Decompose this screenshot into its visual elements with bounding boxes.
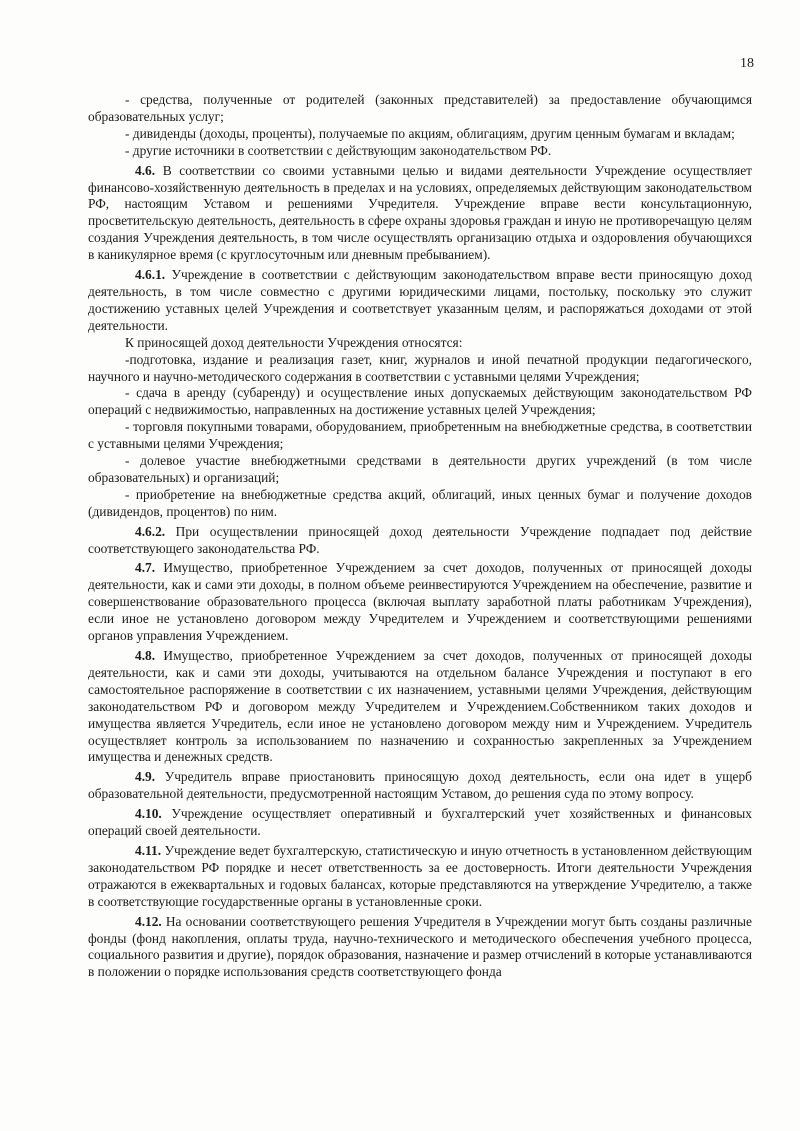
list-item	[88, 126, 752, 143]
paragraph-text: -подготовка, издание и реализация газет, книг, журналов и иной печатной продукции педагогического, научного и научно-методического содержания в соответствии с уставными целями Учреждения;	[88, 351, 752, 384]
section-paragraph	[88, 267, 752, 335]
paragraph-text: - долевое участие внебюджетными средствами в деятельности других учреждений (в том числе образовательных) и организаций;	[88, 453, 752, 485]
paragraph-text: - дивиденды (доходы, проценты), получаемые по акциям, облигациям, другим ценным бумагам и вкладам;	[125, 125, 735, 141]
paragraph-text: Учреждение осуществляет оперативный и бухгалтерский учет хозяйственных и финансовых операций своей деятельности.	[88, 806, 752, 839]
section-paragraph	[88, 769, 752, 803]
list-item	[88, 352, 752, 386]
paragraph-text: Учреждение ведет бухгалтерскую, статистическую и иную отчетность в установленном действующим законодательством РФ порядке и несет ответственность за ее достоверность. Итоги деятельности Учреждения отражаются в ежеквартальных и годовых балансах, которые представляются на утверждение Учредителю, а также в соответствующие государственные органы в установленные сроки.	[88, 842, 752, 909]
section-number: 4.9.	[135, 769, 156, 785]
paragraph-text: - приобретение на внебюджетные средства акций, облигаций, иных ценных бумаг и получение доходов (дивидендов, процентов) по ним.	[88, 486, 752, 519]
paragraph-text: К приносящей доход деятельности Учреждения относятся:	[125, 334, 463, 350]
paragraph-text: Учредитель вправе приостановить приносящую доход деятельность, если она идет в ущерб образовательной деятельности, предусмотренной настоящим Уставом, до решения суда по этому вопросу.	[88, 769, 752, 802]
paragraph-text: Учреждение в соответствии с действующим законодательством вправе вести приносящую доход деятельность, в том числе совместно с другими юридическими лицами, постольку, поскольку это служит достижению уставных целей Учреждения и соответствует указанным целям, и распоряжаться доходами от этой деятельности.	[88, 267, 752, 333]
section-paragraph	[88, 560, 752, 645]
list-item	[88, 335, 752, 352]
list-item	[88, 419, 752, 453]
section-number: 4.6.	[135, 162, 156, 178]
section-paragraph	[88, 648, 752, 766]
section-number: 4.7.	[135, 560, 156, 576]
section-number: 4.12.	[135, 913, 162, 929]
list-item	[88, 385, 752, 419]
page-number: 18	[740, 56, 754, 71]
list-item	[88, 487, 752, 521]
section-paragraph	[88, 163, 752, 264]
paragraph-text: - средства, полученные от родителей (законных представителей) за предоставление обучающимся образовательных услуг;	[88, 92, 752, 124]
paragraph-text: Имущество, приобретенное Учреждением за счет доходов, полученных от приносящей доходы деятельности, как и сами эти доходы, учитываются на отдельном балансе Учреждения и поступают в его самостоятельное распоряжение в соответствии с их назначением, уставными целями Учреждения, действующим законодательством РФ и договором между Учредителем и Учреждением.Собственником таких доходов и имущества является Учредитель, если иное не установлено договором между ним и Учреждением. Учредитель осуществляет контроль за использованием по назначению и сохранностью закрепленных за Учреждением имущества и денежных средств.	[88, 648, 752, 765]
paragraph-text: - торговля покупными товарами, оборудованием, приобретенным на внебюджетные средства, в соответствии с уставными целями Учреждения;	[88, 419, 752, 452]
paragraph-text: - другие источники в соответствии с действующим законодательством РФ.	[125, 142, 552, 158]
list-item	[88, 92, 752, 126]
paragraph-text: Имущество, приобретенное Учреждением за счет доходов, полученных от приносящей доходы деятельности, как и сами эти доходы, в полном объеме реинвестируются Учреждением на обеспечение, развитие и совершенствование образовательного процесса (включая выплату заработной платы работникам Учреждения), если иное не установлено договором между Учредителем и Учреждением и соответствующими решениями органов управления Учреждением.	[88, 560, 752, 644]
paragraph-text: - сдача в аренду (субаренду) и осуществление иных допускаемых действующим законодательством РФ операций с недвижимостью, направленных на достижение уставных целей Учреждения;	[88, 385, 752, 418]
document-body	[88, 92, 752, 981]
section-number: 4.6.2.	[135, 523, 166, 539]
section-number: 4.11.	[135, 842, 162, 858]
list-item	[88, 143, 752, 160]
paragraph-text: В соответствии со своими уставными целью и видами деятельности Учреждение осуществляет финансово-хозяйственную деятельность в пределах и на условиях, определяемых действующим законодательством РФ, настоящим Уставом и решениями Учредителя. Учреждение вправе вести консультационную, просветительскую деятельность, деятельность в сфере охраны здоровья граждан и иную не противоречащую целям создания Учреждения деятельность, в том числе осуществлять организацию отдыха и оздоровления обучающихся в каникулярное время (с круглосуточным или дневным пребыванием).	[88, 162, 752, 263]
section-paragraph	[88, 806, 752, 840]
paragraph-text: При осуществлении приносящей доход деятельности Учреждение подпадает под действие соответствующего законодательства РФ.	[88, 523, 752, 556]
section-paragraph	[88, 914, 752, 982]
section-number: 4.6.1.	[135, 267, 166, 283]
section-number: 4.10.	[135, 806, 162, 822]
section-paragraph	[88, 524, 752, 558]
paragraph-text: На основании соответствующего решения Учредителя в Учреждении могут быть созданы различные фонды (фонд накопления, оплаты труда, научно-технического и методического обеспечения учебного процесса, социального развития и другие), порядок образования, назначение и размер отчислений в которые устанавливаются в положении о порядке использования средств соответствующего фонда	[88, 913, 752, 980]
section-number: 4.8.	[135, 648, 156, 663]
list-item	[88, 453, 752, 487]
section-paragraph	[88, 843, 752, 911]
